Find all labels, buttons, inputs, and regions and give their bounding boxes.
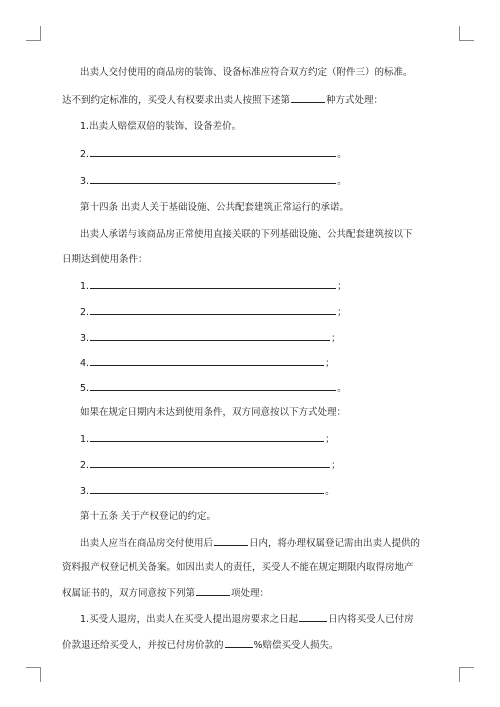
list-item <box>80 482 335 500</box>
list-item <box>80 145 347 163</box>
fill-blank[interactable] <box>90 456 330 468</box>
corner-mark-top-right <box>459 26 474 41</box>
paragraph-line <box>62 559 414 577</box>
item-number: 1. <box>80 281 90 292</box>
fill-blank[interactable] <box>291 91 325 103</box>
text: 第十五条 关于产权登记的约定。 <box>80 511 217 522</box>
corner-mark-bottom-left <box>26 667 41 682</box>
item-number: 3. <box>80 333 90 344</box>
fill-blank[interactable] <box>214 534 248 546</box>
punctuation: ； <box>325 434 335 445</box>
list-item <box>80 430 335 448</box>
item-number: 3. <box>80 176 90 187</box>
text: 如果在规定日期内未达到使用条件，双方同意按以下方式处理： <box>80 407 347 418</box>
list-item <box>80 610 414 628</box>
fill-blank[interactable] <box>90 172 336 184</box>
fill-blank[interactable] <box>90 430 324 442</box>
text: 权属证书的，双方同意按下列第 <box>62 588 196 599</box>
corner-mark-top-left <box>26 26 41 41</box>
item-number: 3. <box>80 486 90 497</box>
text: 项处理： <box>231 588 270 599</box>
punctuation: 。 <box>337 176 347 187</box>
punctuation: 。 <box>337 383 347 394</box>
list-item <box>80 172 347 190</box>
text: 1.出卖人赔偿双倍的装饰、设备差价。 <box>80 121 242 132</box>
punctuation: ； <box>337 307 347 318</box>
list-item <box>80 329 341 347</box>
text: 出卖人应当在商品房交付使用后 <box>80 538 214 549</box>
text: 出卖人承诺与该商品房正常使用直接关联的下列基础设施、公共配套建筑按以下 <box>80 229 413 240</box>
text: 日内将买受人已付房 <box>328 614 414 625</box>
text: 资料报产权登记机关备案。如因出卖人的责任，买受人不能在规定期限内取得房地产 <box>62 562 414 573</box>
fill-blank[interactable] <box>90 145 336 157</box>
paragraph-line <box>62 636 339 654</box>
item-number: 4. <box>80 358 90 369</box>
text: %赔偿买受人损失。 <box>253 640 339 651</box>
text: 出卖人交付使用的商品房的装饰、设备标准应符合双方约定（附件三）的标准。 <box>80 67 413 78</box>
paragraph-line <box>62 91 383 109</box>
fill-blank[interactable] <box>196 584 230 596</box>
text: 1.买受人退房，出卖人在买受人提出退房要求之日起 <box>80 614 299 625</box>
list-item <box>80 303 347 321</box>
item-number: 2. <box>80 307 90 318</box>
item-number: 2. <box>80 460 90 471</box>
corner-mark-bottom-right <box>459 667 474 682</box>
text: 日内，将办理权属登记需由出卖人提供的 <box>249 538 421 549</box>
text: 第十四条 出卖人关于基础设施、公共配套建筑正常运行的承诺。 <box>80 202 350 213</box>
item-number: 5. <box>80 383 90 394</box>
list-item <box>80 354 335 372</box>
paragraph-line <box>62 251 148 269</box>
fill-blank[interactable] <box>90 277 336 289</box>
fill-blank[interactable] <box>90 303 336 315</box>
text: 日期达到使用条件： <box>62 254 148 265</box>
punctuation: ； <box>325 358 335 369</box>
paragraph-line <box>62 584 269 602</box>
fill-blank[interactable] <box>90 354 324 366</box>
fill-blank[interactable] <box>90 482 324 494</box>
punctuation: 。 <box>325 486 335 497</box>
list-item <box>80 118 241 136</box>
list-item <box>80 456 341 474</box>
punctuation: ； <box>331 460 341 471</box>
list-item <box>80 379 347 397</box>
punctuation: ； <box>337 281 347 292</box>
paragraph-line <box>80 64 413 82</box>
punctuation: ； <box>331 333 341 344</box>
article-heading <box>80 199 349 217</box>
paragraph-line <box>80 534 420 552</box>
text: 价款退还给买受人，并按已付房价款的 <box>62 640 224 651</box>
paragraph-line <box>80 226 413 244</box>
item-number: 1. <box>80 434 90 445</box>
fill-blank[interactable] <box>299 610 327 622</box>
list-item <box>80 277 347 295</box>
text: 达不到约定标准的，买受人有权要求出卖人按照下述第 <box>62 95 291 106</box>
punctuation: 。 <box>337 149 347 160</box>
item-number: 2. <box>80 149 90 160</box>
fill-blank[interactable] <box>225 636 253 648</box>
article-heading <box>80 508 216 526</box>
paragraph-line <box>80 404 346 422</box>
text: 种方式处理： <box>326 95 384 106</box>
fill-blank[interactable] <box>90 379 336 391</box>
fill-blank[interactable] <box>90 329 330 341</box>
